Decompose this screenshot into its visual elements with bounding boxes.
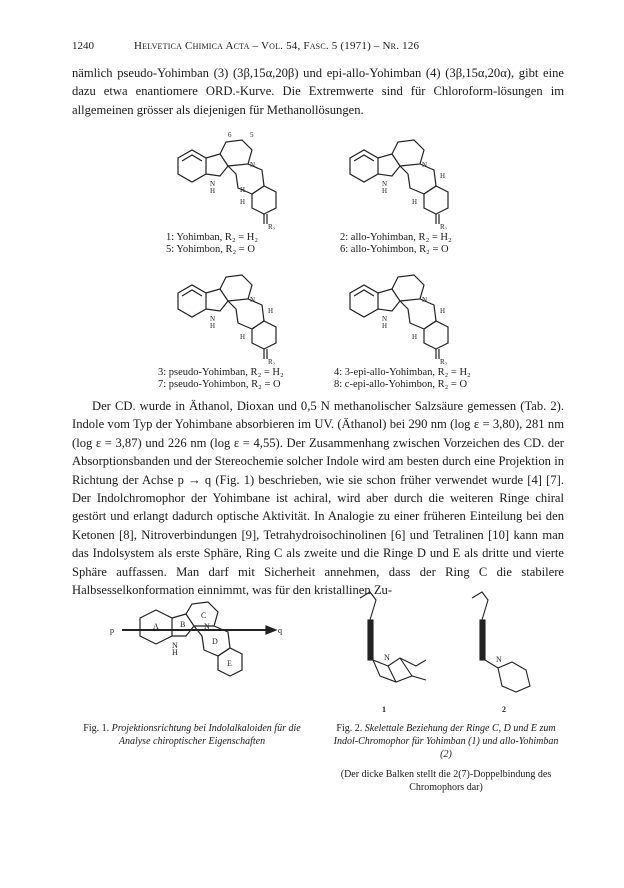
svg-text:H: H	[382, 322, 388, 330]
figure-2-label-1: 1	[382, 705, 386, 714]
paragraph-intro: nämlich pseudo-Yohimban (3) (3β,15α,20β) und epi-allo-Yohimban (4) (3β,15α,20α), gibt eine dazu etwa enantiomere ORD.-Kurve. Die Extremwerte sind für Chloroform-lösungen im allgemeinen grösser als diejenigen für Methanollösungen.	[72, 66, 564, 117]
structure-label-4b: 8: c-epi-allo-Yohimbon, R₂ = O	[334, 379, 468, 390]
paragraph-cd-discussion: Der CD. wurde in Äthanol, Dioxan und 0,5 N methanolischer Salzsäure gemessen (Tab. 2). Indole vom Typ der Yohimbane absorbieren im UV. (Äthanol) bei 290 nm (log ε = 3,80), 281 nm (log ε = 3,87) und 226 nm (log ε = 4,55). Der Zusammenhang zwischen Vorzeichen des CD. der Absorptionsbanden und der Stereochemie solcher Indole wird am besten durch eine Projektion in Richtung der Achse p → q (Fig. 1) beschrieben, wie sie schon früher verwendet wurde [4] [7]. Der Indolchromophor der Yohimbane ist achiral, wird aber durch die weiteren Ringe chiral gestört und erlangt dadurch optische Aktivität. In Analogie zu einer früheren Einteilung bei den Ketonen [8], Nitroverbindungen [9], Tetrahydroisochinolinen [6] und Tetralinen [10] kann man das Indolsystem als erste Sphäre, Ring C als zweite und die Ringe D und E als dritte und vierte Sphäre auffassen. Man darf mit Sicherheit annehmen, dass der Ring C die stabilere Halbsesselkonformation einnimmt, was für den kristallinen Zu-	[72, 399, 564, 598]
svg-text:H: H	[412, 333, 418, 341]
structure-label-4a: 4: 3-epi-allo-Yohimban, R₂ = H₂	[334, 367, 471, 378]
structure-pseudo-yohimban	[168, 265, 308, 365]
svg-text:N: N	[496, 655, 502, 664]
running-title: Helvetica Chimica Acta – Vol. 54, Fasc. 5 (1971) – Nr. 126	[134, 40, 420, 52]
svg-text:N: N	[250, 161, 256, 169]
svg-text:N: N	[382, 315, 388, 323]
figure-2-label-2: 2	[502, 705, 506, 714]
svg-text:H: H	[240, 186, 246, 194]
svg-text:H: H	[412, 198, 418, 206]
structure-label-2a: 2: allo-Yohimban, R₂ = H₂	[340, 232, 452, 243]
svg-text:R₂: R₂	[268, 223, 276, 230]
svg-text:N: N	[250, 296, 256, 304]
svg-text:N: N	[384, 653, 390, 662]
figure-1-number: Fig. 1.	[83, 723, 110, 734]
svg-text:H: H	[240, 333, 246, 341]
svg-text:H: H	[440, 172, 446, 180]
figure-1-projection	[100, 596, 290, 716]
structure-label-3b: 7: pseudo-Yohimbon, R₂ = O	[158, 379, 281, 390]
svg-text:E: E	[227, 659, 232, 668]
axis-label-q: q	[278, 626, 282, 635]
svg-text:H: H	[210, 322, 216, 330]
figure-1-text: Projektionsrichtung bei Indolalkaloiden für die Analyse chiroptischer Eigenschaften	[111, 723, 301, 747]
figure-2-skeletal	[330, 590, 560, 720]
svg-text:B: B	[180, 620, 186, 629]
svg-text:H: H	[172, 648, 178, 657]
svg-text:N: N	[422, 296, 428, 304]
svg-text:D: D	[212, 637, 218, 646]
axis-label-p: p	[110, 626, 114, 635]
svg-text:H: H	[240, 198, 246, 206]
structure-label-1a: 1: Yohimban, R₂ = H₂	[166, 232, 259, 243]
svg-text:R₂: R₂	[268, 358, 276, 365]
svg-text:H: H	[268, 307, 274, 315]
figure-2-number: Fig. 2.	[336, 723, 363, 734]
structure-allo-yohimban	[340, 130, 480, 230]
figure-2-text: Skelettale Beziehung der Ringe C, D und E zum Indol-Chromophor für Yohimban (1) und allo-Yohimban (2)	[333, 723, 559, 760]
figure-2-note: (Der dicke Balken stellt die 2(7)-Doppelbindung des Chromophors dar)	[340, 769, 552, 793]
figure-2-caption	[330, 722, 562, 761]
structure-yohimban	[168, 130, 308, 230]
svg-text:N: N	[422, 161, 428, 169]
svg-text:H: H	[382, 187, 388, 195]
structure-label-2b: 6: allo-Yohimbon, R₂ = O	[340, 244, 449, 255]
svg-text:H: H	[210, 187, 216, 195]
svg-text:6: 6	[228, 131, 232, 139]
structure-label-3a: 3: pseudo-Yohimban, R₂ = H₂	[158, 367, 284, 378]
svg-text:N: N	[210, 180, 216, 188]
svg-text:N: N	[172, 641, 178, 650]
svg-text:C: C	[201, 611, 207, 620]
svg-text:N: N	[210, 315, 216, 323]
svg-text:R₂: R₂	[440, 223, 448, 230]
figure-1-caption	[70, 722, 314, 748]
structure-epi-allo-yohimban	[340, 265, 480, 365]
svg-text:5: 5	[250, 131, 254, 139]
svg-text:N: N	[382, 180, 388, 188]
svg-text:R₂: R₂	[440, 358, 448, 365]
svg-text:N: N	[204, 622, 210, 631]
svg-text:H: H	[440, 307, 446, 315]
page-number: 1240	[72, 40, 94, 52]
structure-label-1b: 5: Yohimbon, R₂ = O	[166, 244, 255, 255]
svg-text:A: A	[153, 622, 159, 631]
